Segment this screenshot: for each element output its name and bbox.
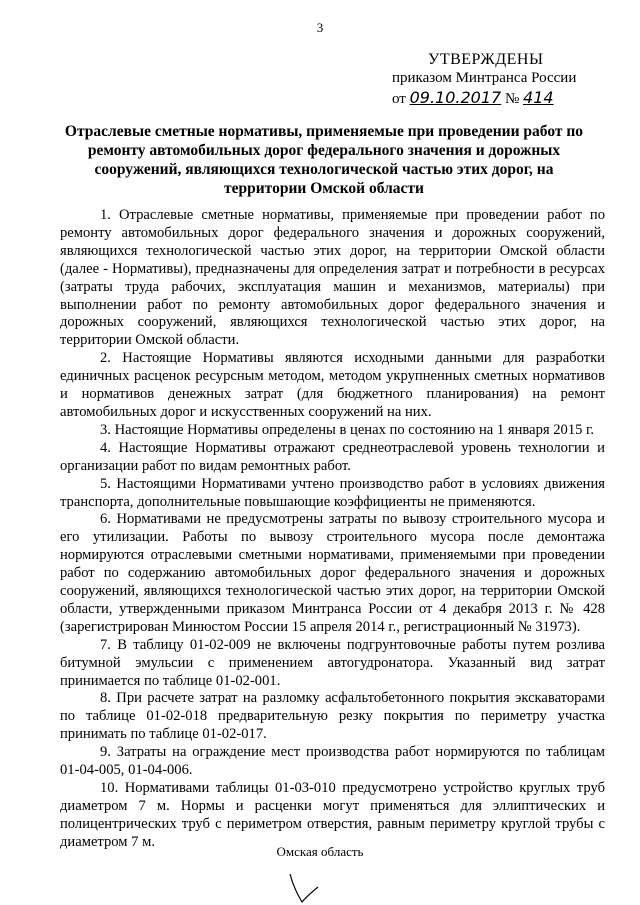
document-body bbox=[60, 207, 605, 852]
date-prefix: от bbox=[392, 91, 406, 107]
approval-heading: УТВЕРЖДЕНЫ bbox=[428, 51, 544, 68]
approval-block bbox=[392, 50, 612, 109]
paragraph: 2. Настоящие Нормативы являются исходными данными для разработки единичных расценок ресурсным методом, методом укрупненных сметных нормативов и нормативов денежных затрат (для бюджетного планирования) на ремонт автомобильных дорог и искусственных сооружений на них. bbox=[60, 350, 605, 420]
paragraph: 1. Отраслевые сметные нормативы, применяемые при проведении работ по ремонту автомобильных дорог федерального значения и дорожных сооружений, являющихся технологической частью этих дорог, на территории Омской области (далее - Нормативы), предназначены для определения затрат и потребности в ресурсах (затраты труда рабочих, эксплуатация машин и механизмов, материалы) при выполнении работ по ремонту автомобильных дорог федерального значения и дорожных сооружений, являющихся технологической частью этих дорог, на территории Омской области. bbox=[60, 207, 605, 349]
approval-date-line bbox=[392, 88, 612, 109]
footer-region: Омская область bbox=[276, 844, 364, 859]
paragraph: 5. Настоящими Нормативами учтено производство работ в условиях движения транспорта, дополнительные повышающие коэффициенты не применяются. bbox=[60, 475, 605, 510]
page-number: 3 bbox=[316, 20, 324, 35]
paragraph: 6. Нормативами не предусмотрены затраты по вывозу строительного мусора и его утилизации. Работы по вывозу строительного мусора после демонтажа нормируются отраслевыми сметными нормативами, применяемыми при проведении работ по содержанию автомобильных дорог федерального значения и дорожных сооружений, являющихся технологической частью этих дорог, на территории Омской области, утвержденными приказом Минтранса России от 4 декабря 2013 г. № 428 (зарегистрирован Минюстом России 15 апреля 2014 г., регистрационный № 31973). bbox=[60, 511, 605, 635]
paragraph: 9. Затраты на ограждение мест производства работ нормируются по таблицам 01-04-005, 01-04-006. bbox=[60, 744, 605, 779]
document-title: Отраслевые сметные нормативы, применяемые при проведении работ по ремонту автомобильных дорог федерального значения и дорожных сооружений, являющихся технологической частью этих дорог, на территории Омской области bbox=[64, 123, 584, 197]
handwritten-number: 414 bbox=[523, 88, 554, 107]
approval-order-line: приказом Минтранса России bbox=[392, 70, 577, 86]
paragraph: 10. Нормативами таблицы 01-03-010 предусмотрено устройство круглых труб диаметром 7 м. Нормы и расценки могут применяться для эллиптических и полицентрических труб с периметром отверстия, равным периметру круглой трубы с диаметром 7 м. bbox=[60, 780, 605, 850]
paragraph: 3. Настоящие Нормативы определены в ценах по состоянию на 1 января 2015 г. bbox=[100, 421, 595, 438]
paragraph: 8. При расчете затрат на разломку асфальтобетонного покрытия экскаваторами по таблице 01-02-018 предварительную резку покрытия по периметру участка принимать по таблице 01-02-017. bbox=[60, 690, 605, 743]
paragraph: 7. В таблицу 01-02-009 не включены подгрунтовочные работы путем розлива битумной эмульсии с применением автогудронатора. Указанный вид затрат принимается по таблице 01-02-001. bbox=[60, 636, 605, 689]
number-label: № bbox=[504, 91, 520, 107]
handwritten-date: 09.10.2017 bbox=[409, 88, 502, 107]
paragraph: 4. Настоящие Нормативы отражают среднеотраслевой уровень технологии и организации работ по видам ремонтных работ. bbox=[60, 439, 605, 474]
handwritten-mark bbox=[284, 872, 334, 905]
